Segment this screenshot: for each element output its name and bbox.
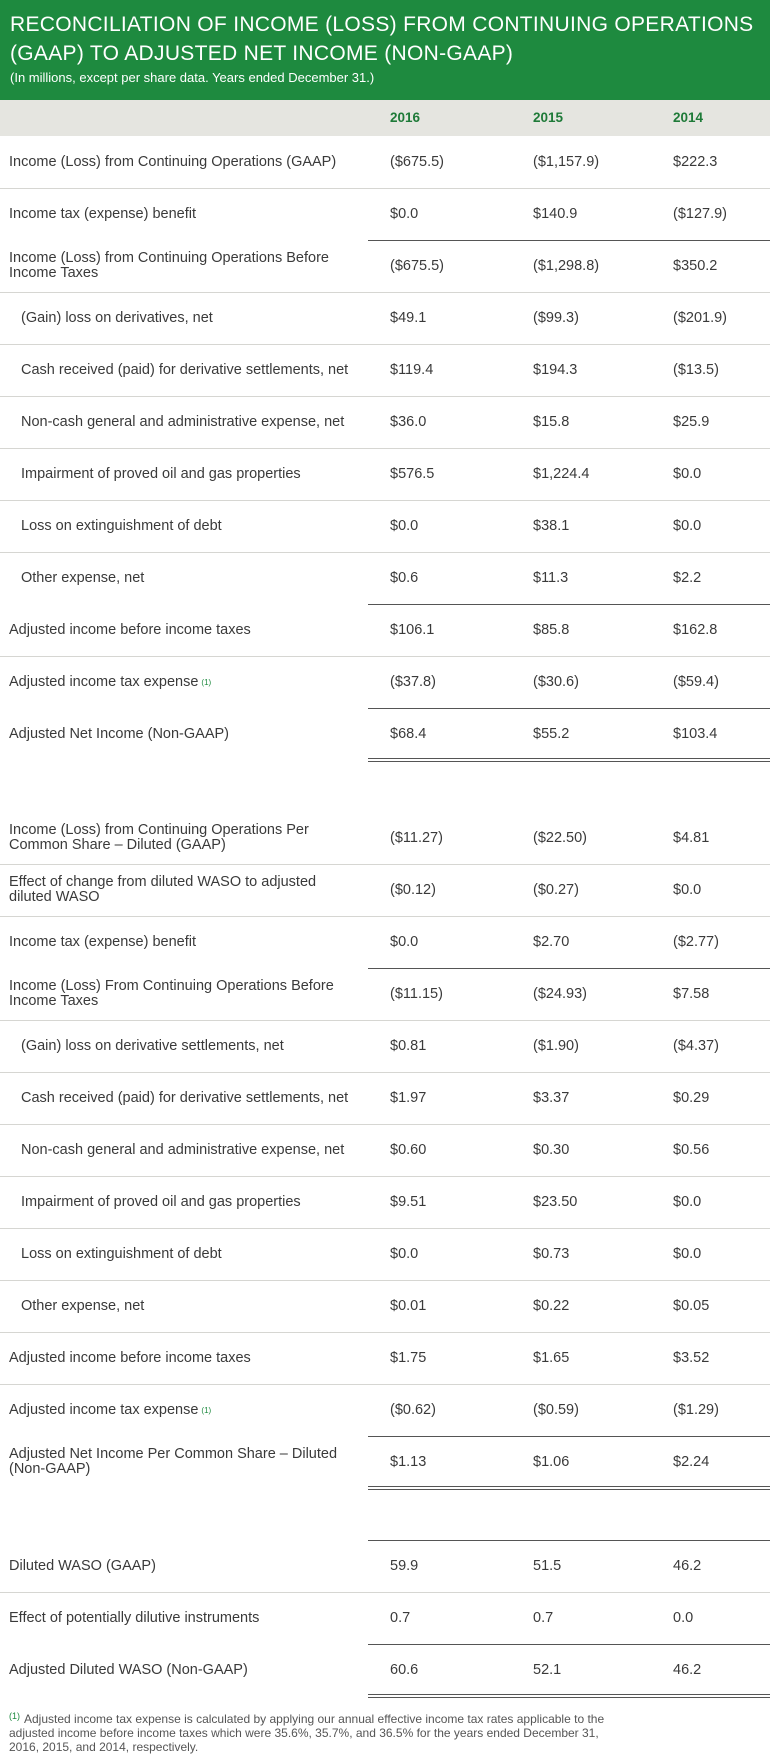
row-label: Non-cash general and administrative expense, net bbox=[21, 413, 345, 430]
cell-2015: $140.9 bbox=[533, 206, 578, 222]
table-row bbox=[0, 1332, 770, 1384]
cell-2016: ($37.8) bbox=[390, 674, 436, 690]
cell-2014: 46.2 bbox=[673, 1558, 702, 1574]
section-spacer bbox=[0, 1488, 770, 1540]
row-label: Income (Loss) from Continuing Operations (GAAP) bbox=[9, 153, 337, 170]
cell-2014: $0.0 bbox=[673, 882, 702, 898]
row-label: Adjusted Diluted WASO (Non-GAAP) bbox=[9, 1661, 248, 1678]
row-label: Adjusted Net Income Per Common Share – Diluted (Non-GAAP) bbox=[9, 1446, 338, 1477]
cell-2016: ($675.5) bbox=[390, 258, 445, 274]
table-row bbox=[0, 344, 770, 396]
footnote-ref: (1) bbox=[201, 677, 212, 687]
footnote-text: Adjusted income tax expense is calculated by applying our annual effective income tax rates applicable to the adjusted income before income taxes which were 35.6%, 35.7%, and 36.5% for the years ended December 31, 2016, 2015, and 2014, respectively. bbox=[9, 1712, 605, 1754]
cell-2015: $11.3 bbox=[533, 570, 569, 586]
reconciliation-table bbox=[0, 136, 770, 1696]
cell-2014: $7.58 bbox=[673, 986, 710, 1002]
table-row bbox=[0, 1436, 770, 1488]
cell-2015: ($24.93) bbox=[533, 986, 588, 1002]
cell-2015: $38.1 bbox=[533, 518, 570, 534]
cell-2015: $194.3 bbox=[533, 362, 578, 378]
cell-2014: ($4.37) bbox=[673, 1038, 719, 1054]
row-label: Other expense, net bbox=[21, 569, 145, 586]
row-label: Income (Loss) from Continuing Operations Per Common Share – Diluted (GAAP) bbox=[9, 822, 309, 853]
row-label: Cash received (paid) for derivative settlements, net bbox=[21, 1089, 349, 1106]
row-label: Adjusted income before income taxes bbox=[9, 1349, 251, 1366]
row-label: Income (Loss) From Continuing Operations Before Income Taxes bbox=[9, 978, 334, 1009]
table-row bbox=[0, 136, 770, 188]
cell-2015: ($1,157.9) bbox=[533, 154, 600, 170]
table-row bbox=[0, 1644, 770, 1696]
cell-2016: $9.51 bbox=[390, 1194, 427, 1210]
row-label: Effect of potentially dilutive instruments bbox=[9, 1609, 260, 1626]
row-label: Diluted WASO (GAAP) bbox=[9, 1557, 156, 1574]
table-row bbox=[0, 1124, 770, 1176]
cell-2016: $49.1 bbox=[390, 310, 427, 326]
cell-2014: ($201.9) bbox=[673, 310, 728, 326]
cell-2014: $162.8 bbox=[673, 622, 718, 638]
cell-2014: $350.2 bbox=[673, 258, 718, 274]
table-row bbox=[0, 968, 770, 1020]
cell-2016: 0.7 bbox=[390, 1610, 411, 1626]
table-row bbox=[0, 1228, 770, 1280]
cell-2016: ($11.15) bbox=[390, 986, 443, 1002]
cell-2015: ($1,298.8) bbox=[533, 258, 600, 274]
cell-2015: $0.22 bbox=[533, 1298, 570, 1314]
table-row bbox=[0, 1072, 770, 1124]
cell-2014: $2.2 bbox=[673, 570, 702, 586]
cell-2014: $2.24 bbox=[673, 1454, 710, 1470]
row-label: Effect of change from diluted WASO to adjusted diluted WASO bbox=[9, 874, 317, 905]
cell-2016: ($675.5) bbox=[390, 154, 445, 170]
table-row bbox=[0, 552, 770, 604]
cell-2015: ($1.90) bbox=[533, 1038, 579, 1054]
cell-2015: $3.37 bbox=[533, 1090, 570, 1106]
row-label: Loss on extinguishment of debt bbox=[21, 1245, 222, 1262]
cell-2015: $0.73 bbox=[533, 1246, 570, 1262]
cell-2016: $576.5 bbox=[390, 466, 435, 482]
footnote-marker: (1) bbox=[9, 1711, 20, 1721]
row-label: Other expense, net bbox=[21, 1297, 145, 1314]
cell-2016: $1.75 bbox=[390, 1350, 427, 1366]
table-row bbox=[0, 1592, 770, 1644]
cell-2014: ($13.5) bbox=[673, 362, 719, 378]
cell-2015: $23.50 bbox=[533, 1194, 578, 1210]
cell-2014: ($127.9) bbox=[673, 206, 728, 222]
year-header-2014: 2014 bbox=[673, 110, 704, 125]
row-label: Income tax (expense) benefit bbox=[9, 205, 196, 222]
cell-2015: $2.70 bbox=[533, 934, 570, 950]
report-header bbox=[0, 0, 770, 100]
cell-2016: $0.60 bbox=[390, 1142, 427, 1158]
row-label: Non-cash general and administrative expense, net bbox=[21, 1141, 345, 1158]
row-label: Adjusted income tax expense (1) bbox=[9, 1401, 212, 1418]
cell-2015: $1.65 bbox=[533, 1350, 570, 1366]
cell-2015: ($0.27) bbox=[533, 882, 579, 898]
table-row bbox=[0, 812, 770, 864]
cell-2014: $0.56 bbox=[673, 1142, 710, 1158]
cell-2014: $0.0 bbox=[673, 1246, 702, 1262]
cell-2014: $103.4 bbox=[673, 726, 718, 742]
cell-2014: 0.0 bbox=[673, 1610, 694, 1626]
cell-2016: $0.01 bbox=[390, 1298, 427, 1314]
cell-2016: $36.0 bbox=[390, 414, 427, 430]
table-row bbox=[0, 1540, 770, 1592]
table-row bbox=[0, 396, 770, 448]
cell-2015: ($30.6) bbox=[533, 674, 579, 690]
cell-2015: 51.5 bbox=[533, 1558, 562, 1574]
cell-2015: $1,224.4 bbox=[533, 466, 590, 482]
footnote bbox=[9, 1709, 629, 1754]
table-row bbox=[0, 240, 770, 292]
cell-2014: ($1.29) bbox=[673, 1402, 719, 1418]
cell-2014: $0.0 bbox=[673, 1194, 702, 1210]
cell-2016: $0.0 bbox=[390, 206, 419, 222]
table-row bbox=[0, 864, 770, 916]
row-label: Loss on extinguishment of debt bbox=[21, 517, 222, 534]
cell-2015: $55.2 bbox=[533, 726, 570, 742]
row-label: Impairment of proved oil and gas properties bbox=[21, 465, 301, 482]
cell-2016: $0.0 bbox=[390, 518, 419, 534]
table-row bbox=[0, 1280, 770, 1332]
cell-2014: $0.0 bbox=[673, 518, 702, 534]
row-label: Adjusted Net Income (Non-GAAP) bbox=[9, 725, 230, 742]
cell-2014: $0.05 bbox=[673, 1298, 710, 1314]
row-label: (Gain) loss on derivatives, net bbox=[21, 309, 213, 326]
table-row bbox=[0, 188, 770, 240]
cell-2016: $0.0 bbox=[390, 934, 419, 950]
cell-2014: $3.52 bbox=[673, 1350, 710, 1366]
cell-2014: $0.29 bbox=[673, 1090, 710, 1106]
cell-2016: ($0.62) bbox=[390, 1402, 436, 1418]
row-label: Adjusted income tax expense (1) bbox=[9, 673, 212, 690]
cell-2014: 46.2 bbox=[673, 1662, 702, 1678]
cell-2015: 0.7 bbox=[533, 1610, 554, 1626]
cell-2016: $1.13 bbox=[390, 1454, 427, 1470]
table-row bbox=[0, 1020, 770, 1072]
cell-2016: $0.6 bbox=[390, 570, 419, 586]
table-row bbox=[0, 916, 770, 968]
row-label: Adjusted income before income taxes bbox=[9, 621, 251, 638]
cell-2014: ($59.4) bbox=[673, 674, 719, 690]
table-row bbox=[0, 656, 770, 708]
cell-2016: $68.4 bbox=[390, 726, 427, 742]
section-spacer bbox=[0, 760, 770, 812]
cell-2015: $1.06 bbox=[533, 1454, 570, 1470]
table-row bbox=[0, 1176, 770, 1228]
table-row bbox=[0, 708, 770, 760]
table-row bbox=[0, 604, 770, 656]
row-label: Income tax (expense) benefit bbox=[9, 933, 196, 950]
cell-2016: 59.9 bbox=[390, 1558, 419, 1574]
cell-2014: $25.9 bbox=[673, 414, 710, 430]
cell-2014: $0.0 bbox=[673, 466, 702, 482]
year-header-2015: 2015 bbox=[533, 110, 564, 125]
row-label: Income (Loss) from Continuing Operations Before Income Taxes bbox=[9, 250, 329, 281]
table-row bbox=[0, 1384, 770, 1436]
footnote-ref: (1) bbox=[201, 1405, 212, 1415]
cell-2015: $85.8 bbox=[533, 622, 570, 638]
cell-2015: ($99.3) bbox=[533, 310, 579, 326]
year-header-row bbox=[0, 100, 770, 136]
year-header-2016: 2016 bbox=[390, 110, 421, 125]
cell-2015: ($22.50) bbox=[533, 830, 588, 846]
cell-2016: ($11.27) bbox=[390, 830, 443, 846]
cell-2016: $0.0 bbox=[390, 1246, 419, 1262]
report-subtitle: (In millions, except per share data. Years ended December 31.) bbox=[10, 70, 375, 85]
cell-2015: 52.1 bbox=[533, 1662, 562, 1678]
cell-2016: $1.97 bbox=[390, 1090, 427, 1106]
cell-2014: $222.3 bbox=[673, 154, 718, 170]
report-title: RECONCILIATION OF INCOME (LOSS) FROM CONTINUING OPERATIONS (GAAP) TO ADJUSTED NET INCOME (NON-GAAP) bbox=[10, 13, 754, 65]
cell-2016: $0.81 bbox=[390, 1038, 427, 1054]
cell-2016: $106.1 bbox=[390, 622, 435, 638]
table-row bbox=[0, 448, 770, 500]
cell-2015: $15.8 bbox=[533, 414, 570, 430]
row-label: Cash received (paid) for derivative settlements, net bbox=[21, 361, 349, 378]
cell-2015: ($0.59) bbox=[533, 1402, 579, 1418]
cell-2015: $0.30 bbox=[533, 1142, 570, 1158]
row-label: Impairment of proved oil and gas properties bbox=[21, 1193, 301, 1210]
cell-2016: $119.4 bbox=[390, 362, 434, 378]
row-label: (Gain) loss on derivative settlements, net bbox=[21, 1037, 284, 1054]
cell-2016: 60.6 bbox=[390, 1662, 419, 1678]
table-row bbox=[0, 500, 770, 552]
cell-2014: $4.81 bbox=[673, 830, 710, 846]
cell-2016: ($0.12) bbox=[390, 882, 436, 898]
table-row bbox=[0, 292, 770, 344]
cell-2014: ($2.77) bbox=[673, 934, 719, 950]
